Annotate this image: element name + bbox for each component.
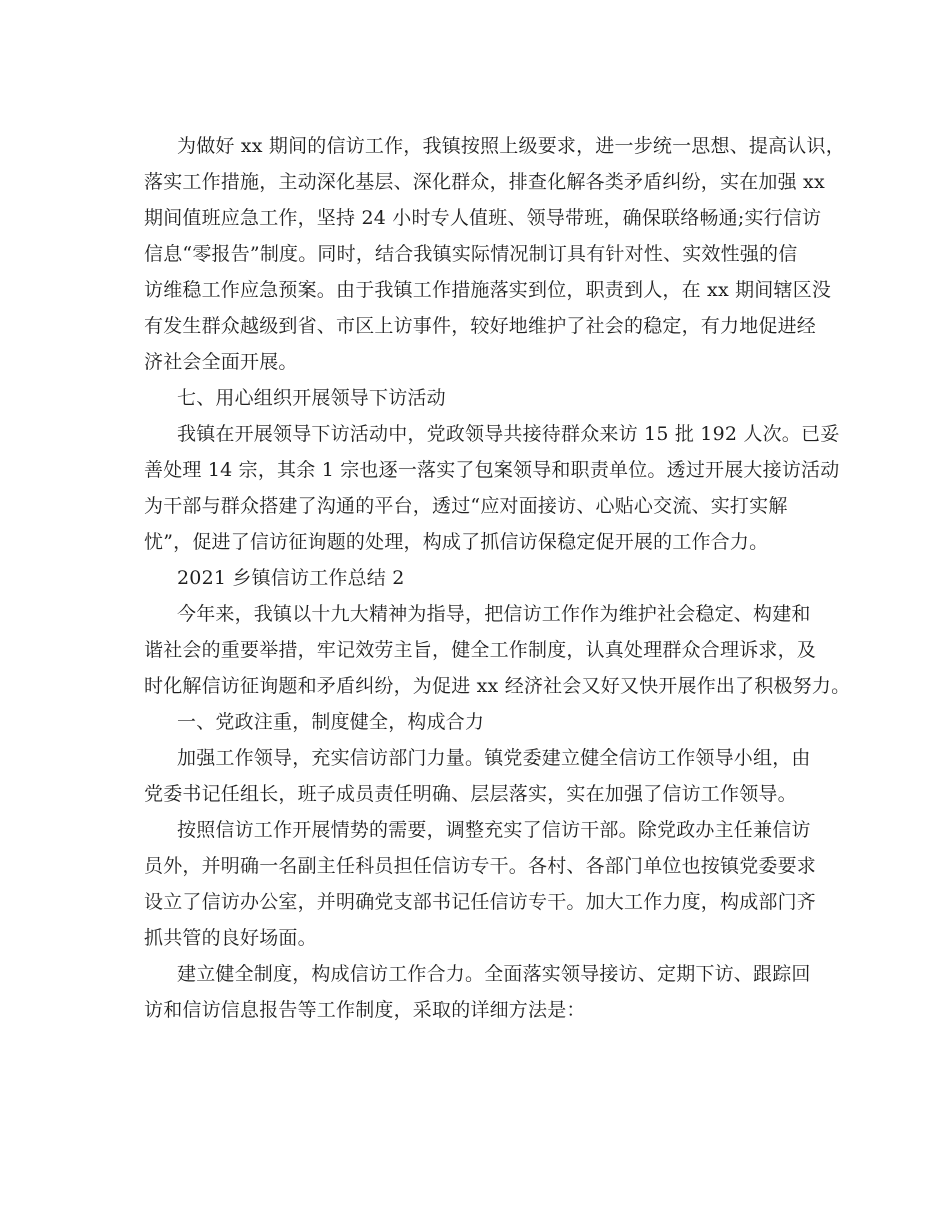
text-line: 党委书记任组长，班子成员责任明确、层层落实，实在加强了信访工作领导。 <box>144 783 797 805</box>
section-heading: 七、用心组织开展领导下访活动 <box>177 387 446 409</box>
text-line: 我镇在开展领导下访活动中，党政领导共接待群众来访 15 批 192 人次。已妥 <box>177 423 840 445</box>
text-line: 建立健全制度，构成信访工作合力。全面落实领导接访、定期下访、跟踪回 <box>177 963 811 985</box>
text-line: 济社会全面开展。 <box>144 351 298 373</box>
text-line: 为干部与群众搭建了沟通的平台，透过“应对面接访、心贴心交流、实打实解 <box>144 495 788 517</box>
text-line: 按照信访工作开展情势的需要，调整充实了信访干部。除党政办主任兼信访 <box>177 819 811 841</box>
text-line: 访维稳工作应急预案。由于我镇工作措施落实到位，职责到人，在 xx 期间辖区没 <box>144 279 832 301</box>
text-line: 忧”，促进了信访征询题的处理，构成了抓信访保稳定促开展的工作合力。 <box>144 531 769 553</box>
text-line: 落实工作措施，主动深化基层、深化群众，排查化解各类矛盾纠纷，实在加强 xx <box>144 171 825 193</box>
text-line: 善处理 14 宗，其余 1 宗也逐一落实了包案领导和职责单位。透过开展大接访活动 <box>144 459 840 481</box>
document-title: 2021 乡镇信访工作总结 2 <box>177 567 405 589</box>
text-line: 今年来，我镇以十九大精神为指导，把信访工作作为维护社会稳定、构建和 <box>177 603 811 625</box>
text-line: 期间值班应急工作，坚持 24 小时专人值班、领导带班，确保联络畅通;实行信访 <box>144 207 822 229</box>
text-line: 抓共管的良好场面。 <box>144 927 317 949</box>
text-line: 加强工作领导，充实信访部门力量。镇党委建立健全信访工作领导小组，由 <box>177 747 811 769</box>
text-line: 访和信访信息报告等工作制度，采取的详细方法是： <box>144 999 586 1021</box>
text-line: 有发生群众越级到省、市区上访事件，较好地维护了社会的稳定，有力地促进经 <box>144 315 817 337</box>
text-line: 信息“零报告”制度。同时，结合我镇实际情况制订具有针对性、实效性强的信 <box>144 243 798 265</box>
text-line: 时化解信访征询题和矛盾纠纷，为促进 xx 经济社会又好又快开展作出了积极努力。 <box>144 675 851 697</box>
text-line: 设立了信访办公室，并明确党支部书记任信访专干。加大工作力度，构成部门齐 <box>144 891 817 913</box>
section-heading: 一、党政注重，制度健全，构成合力 <box>177 711 485 733</box>
text-line: 为做好 xx 期间的信访工作，我镇按照上级要求，进一步统一思想、提高认识， <box>177 135 845 157</box>
text-line: 员外，并明确一名副主任科员担任信访专干。各村、各部门单位也按镇党委要求 <box>144 855 817 877</box>
text-line: 谐社会的重要举措，牢记效劳主旨，健全工作制度，认真处理群众合理诉求，及 <box>144 639 817 661</box>
